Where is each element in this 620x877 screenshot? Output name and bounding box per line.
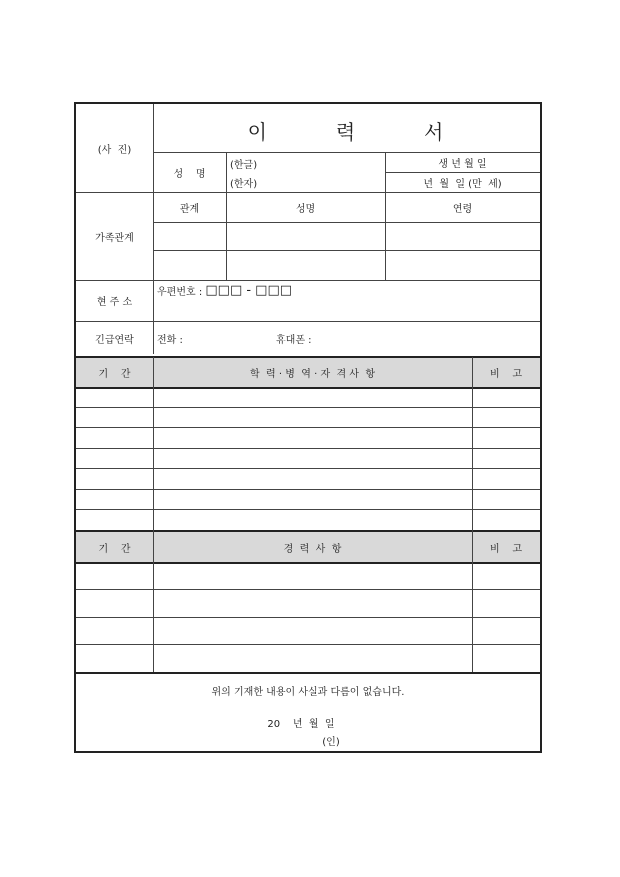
family-col-relation: 관계 <box>179 203 200 215</box>
photo-placeholder[interactable]: (사 진) <box>97 144 132 156</box>
education-period-header: 기 간 <box>98 368 131 380</box>
name-hangul-field[interactable]: (한글) <box>230 159 258 171</box>
page-title: 이 력 서 <box>247 119 446 144</box>
education-note-header: 비 고 <box>489 368 523 380</box>
resume-form <box>74 102 542 753</box>
career-note-header: 비 고 <box>489 543 523 555</box>
phone-field[interactable]: 전화 : <box>157 335 183 346</box>
career-title-header: 경 력 사 항 <box>283 543 342 555</box>
contact-label: 긴급연락 <box>95 335 134 346</box>
name-hanja-field[interactable]: (한자) <box>230 178 258 190</box>
mobile-field[interactable]: 휴대폰 : <box>276 335 312 346</box>
family-col-age: 연령 <box>452 203 473 215</box>
address-label: 현 주 소 <box>96 297 133 308</box>
seal-mark[interactable]: (인) <box>322 736 340 748</box>
family-section-label: 가족관계 <box>95 232 134 244</box>
birth-field[interactable]: 년 월 일 (만 세) <box>423 178 502 190</box>
birth-label: 생 년 월 일 <box>438 158 487 170</box>
postal-code-row[interactable] <box>153 281 540 299</box>
postal-boxes[interactable]: □□□ - □□□ <box>205 282 293 298</box>
postal-label: 우편번호 : <box>157 286 206 298</box>
signature-date[interactable]: 20 년 월 일 <box>267 718 335 730</box>
family-col-name: 성명 <box>295 203 316 215</box>
education-title-header: 학 력 · 병 역 · 자 격 사 항 <box>250 368 375 380</box>
name-label: 성 명 <box>173 168 206 180</box>
career-period-header: 기 간 <box>98 543 131 555</box>
certification-statement: 위의 기재한 내용이 사실과 다름이 없습니다. <box>211 686 405 698</box>
